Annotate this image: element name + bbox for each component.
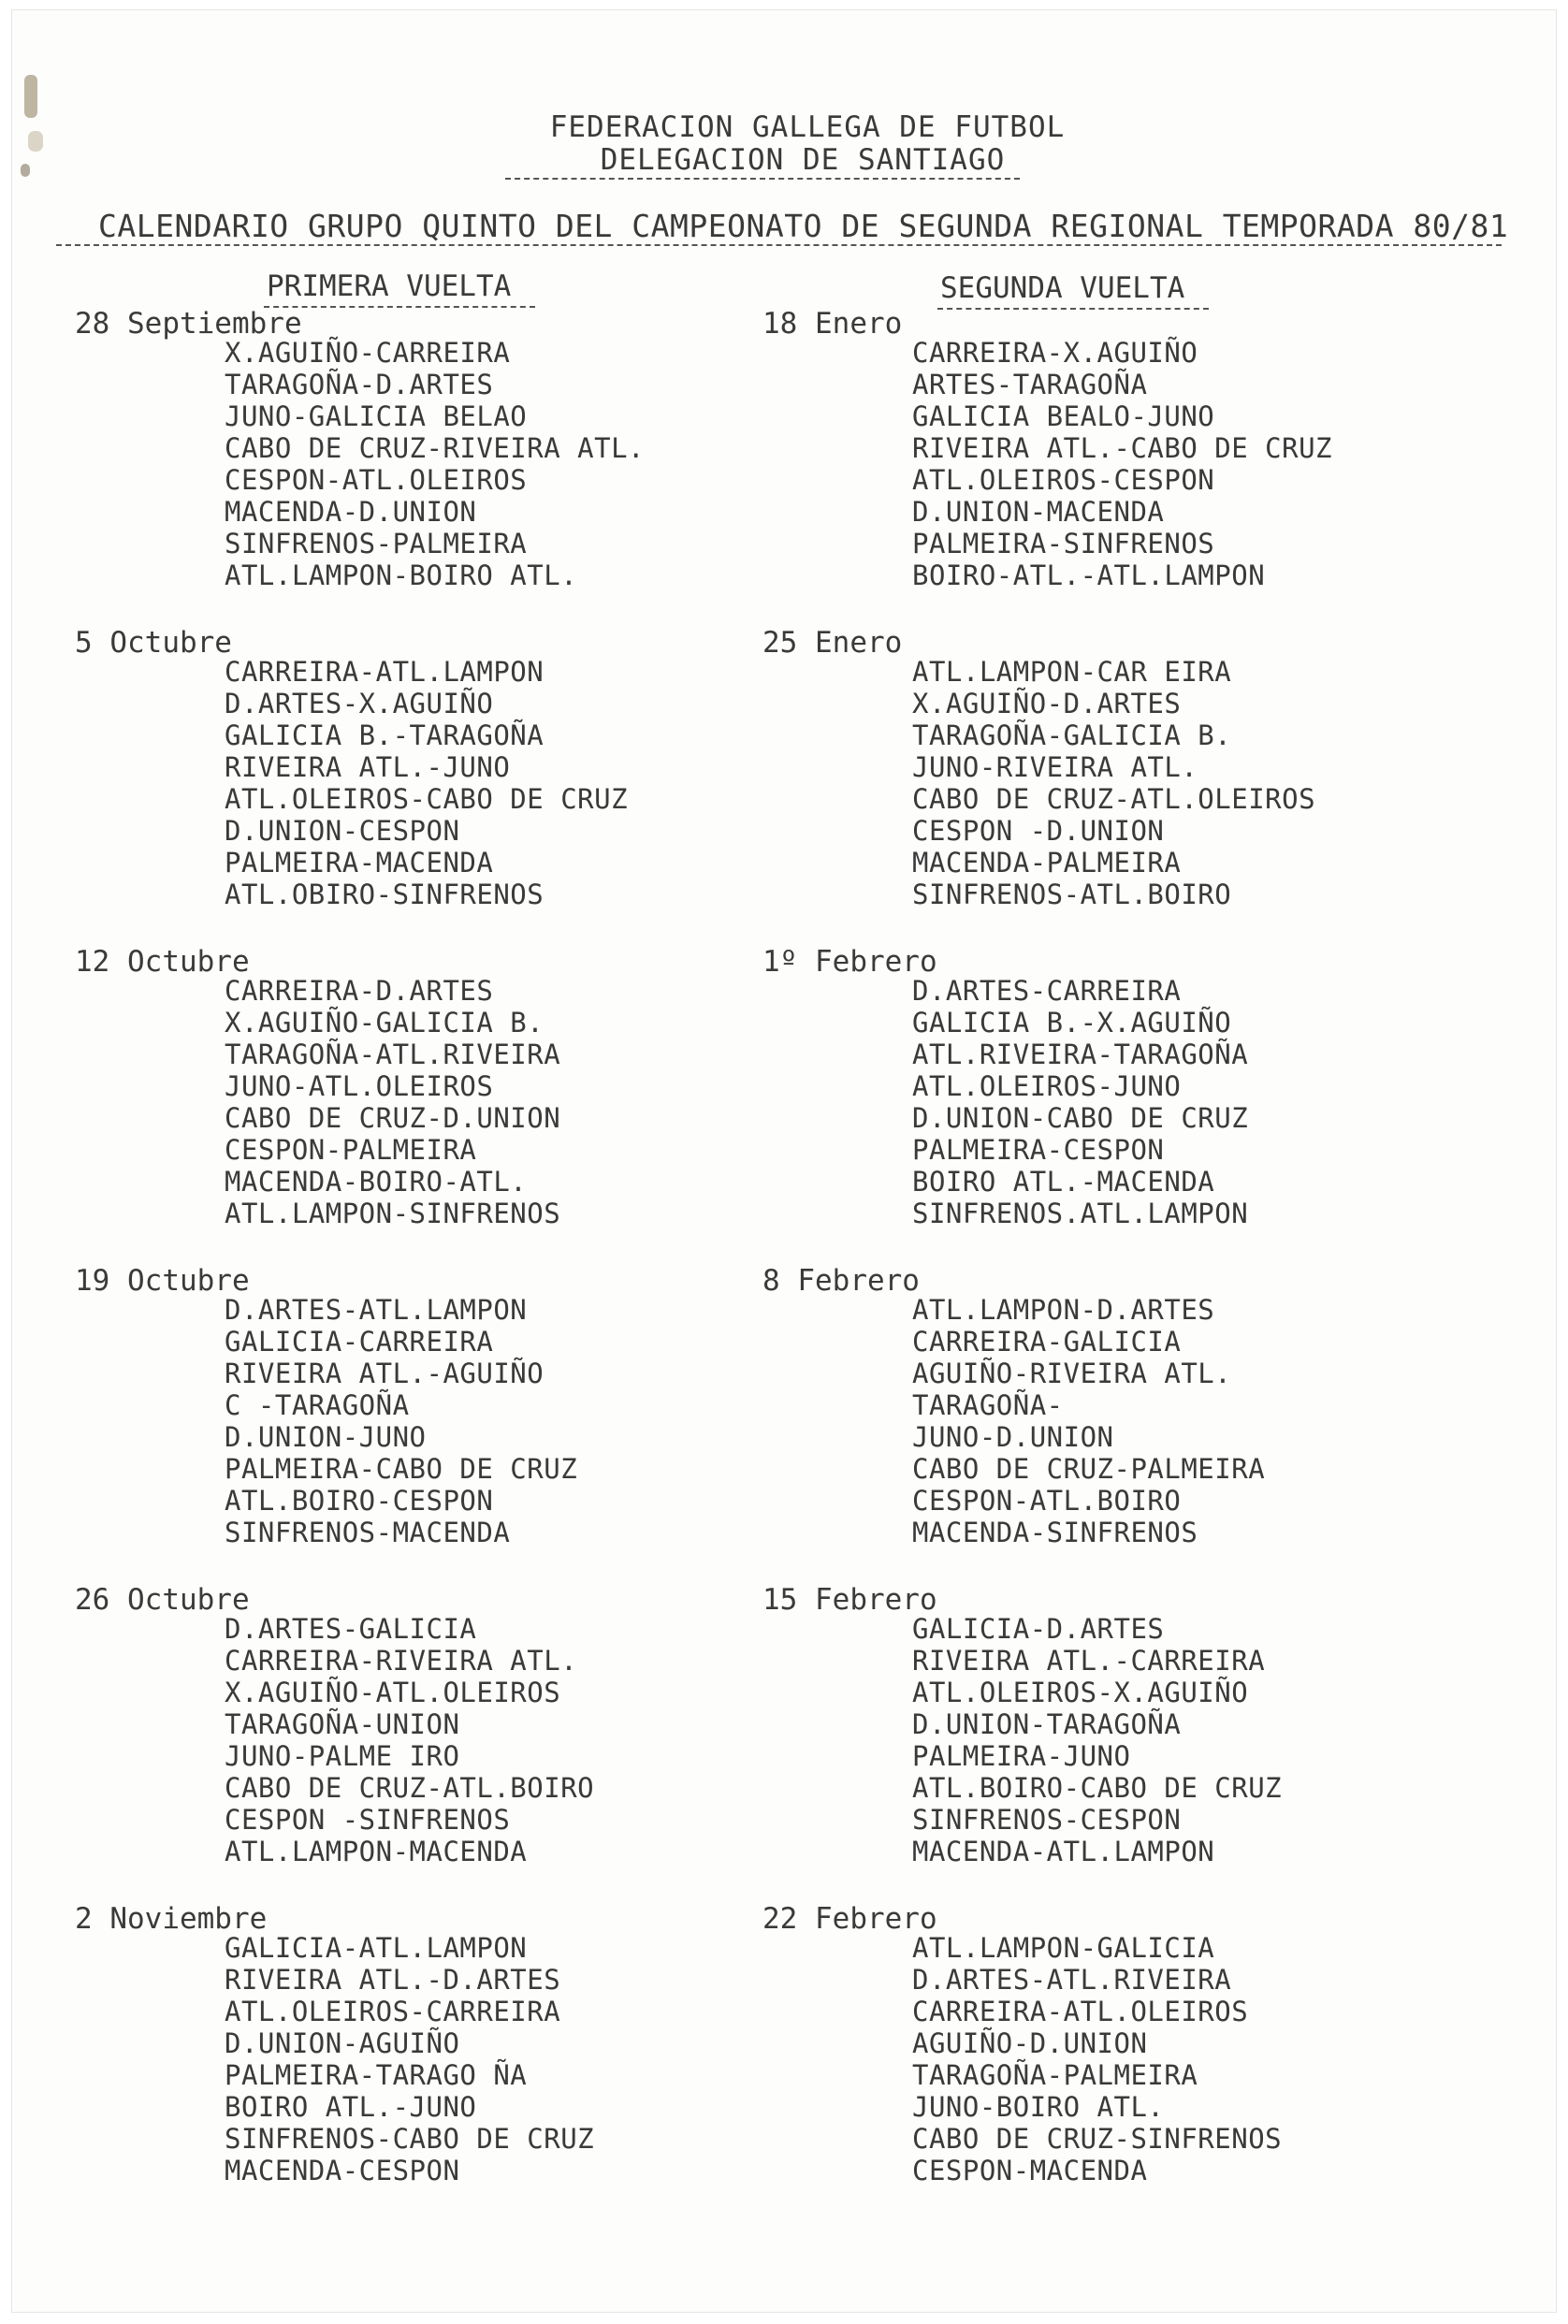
match-item: CABO DE CRUZ-SINFRENOS bbox=[912, 2123, 1283, 2155]
match-item: RIVEIRA ATL.-JUNO bbox=[225, 751, 511, 783]
match-item: AGUIÑO-D.UNION bbox=[912, 2027, 1148, 2059]
matchday-date: 22 Febrero bbox=[762, 1902, 937, 1936]
match-item: D.UNION-CESPON bbox=[225, 815, 460, 847]
match-item: X.AGUIÑO-GALICIA B. bbox=[225, 1007, 544, 1039]
match-list bbox=[225, 1932, 594, 2186]
match-item: CESPON -D.UNION bbox=[912, 815, 1165, 847]
match-list bbox=[912, 1613, 1282, 1867]
match-item: TARAGOÑA-D.ARTES bbox=[225, 369, 494, 400]
match-list bbox=[225, 1294, 577, 1548]
match-item: MACENDA-BOIRO-ATL. bbox=[225, 1166, 528, 1198]
matchday-block bbox=[75, 945, 823, 1264]
match-item: GALICIA B.-X.AGUIÑO bbox=[912, 1007, 1232, 1039]
match-item: JUNO-BOIRO ATL. bbox=[912, 2091, 1165, 2123]
match-item: D.ARTES-GALICIA bbox=[225, 1613, 477, 1645]
match-list bbox=[225, 656, 628, 910]
match-item: CABO DE CRUZ-ATL.BOIRO bbox=[225, 1772, 595, 1804]
match-item: X.AGUIÑO-CARREIRA bbox=[225, 337, 511, 369]
match-item: GALICIA-ATL.LAMPON bbox=[225, 1932, 528, 1964]
match-list bbox=[912, 1932, 1282, 2186]
match-item: D.UNION-TARAGOÑA bbox=[912, 1708, 1182, 1740]
match-item: D.ARTES-ATL.LAMPON bbox=[225, 1294, 528, 1326]
match-item: D.UNION-JUNO bbox=[225, 1421, 427, 1453]
match-list bbox=[912, 975, 1248, 1229]
match-item: CARREIRA-X.AGUIÑO bbox=[912, 337, 1198, 369]
match-item: GALICIA BEALO-JUNO bbox=[912, 400, 1215, 432]
match-item: MACENDA-PALMEIRA bbox=[912, 847, 1182, 879]
match-item: C -TARAGOÑA bbox=[225, 1389, 410, 1421]
calendar-title: CALENDARIO GRUPO QUINTO DEL CAMPEONATO DE SEGUNDA REGIONAL TEMPORADA 80/81 bbox=[98, 208, 1509, 244]
match-item: PALMEIRA-TARAGO ÑA bbox=[225, 2059, 528, 2091]
match-item: ATL.BOIRO-CESPON bbox=[225, 1485, 494, 1517]
match-item: CARREIRA-ATL.OLEIROS bbox=[912, 1996, 1249, 2027]
match-item: JUNO-D.UNION bbox=[912, 1421, 1114, 1453]
matchday-block bbox=[762, 626, 1511, 945]
match-item: TARAGOÑA-PALMEIRA bbox=[912, 2059, 1198, 2091]
matchday-block bbox=[762, 1264, 1511, 1583]
match-item: CESPON-MACENDA bbox=[912, 2155, 1148, 2186]
match-item: CARREIRA-GALICIA bbox=[912, 1326, 1182, 1358]
match-item: CARREIRA-RIVEIRA ATL. bbox=[225, 1645, 578, 1677]
matchday-date: 28 Septiembre bbox=[75, 307, 302, 341]
match-item: SINFRENOS-CESPON bbox=[912, 1804, 1182, 1836]
match-item: D.ARTES-X.AGUIÑO bbox=[225, 688, 494, 719]
match-item: BOIRO-ATL.-ATL.LAMPON bbox=[912, 559, 1266, 591]
match-item: TARAGOÑA- bbox=[912, 1389, 1064, 1421]
match-item: CESPON-PALMEIRA bbox=[225, 1134, 477, 1166]
match-item: PALMEIRA-CABO DE CRUZ bbox=[225, 1453, 578, 1485]
match-item: RIVEIRA ATL.-AGUIÑO bbox=[225, 1358, 544, 1389]
matchday-date: 2 Noviembre bbox=[75, 1902, 268, 1936]
match-item: SINFRENOS-PALMEIRA bbox=[225, 528, 528, 559]
match-item: BOIRO ATL.-MACENDA bbox=[912, 1166, 1215, 1198]
match-item: JUNO-RIVEIRA ATL. bbox=[912, 751, 1198, 783]
match-list bbox=[912, 337, 1332, 591]
matchday-date: 1º Febrero bbox=[762, 945, 937, 979]
match-item: D.ARTES-ATL.RIVEIRA bbox=[912, 1964, 1232, 1996]
match-item: X.AGUIÑO-D.ARTES bbox=[912, 688, 1182, 719]
delegation-heading: DELEGACION DE SANTIAGO bbox=[600, 143, 1006, 177]
matchday-block bbox=[762, 1583, 1511, 1902]
matchday-block bbox=[762, 945, 1511, 1264]
matchday-date: 8 Febrero bbox=[762, 1264, 920, 1298]
matchday-date: 12 Octubre bbox=[75, 945, 250, 979]
match-item: ATL.OLEIROS-JUNO bbox=[912, 1070, 1182, 1102]
first-round-column bbox=[75, 307, 823, 2221]
match-item: D.ARTES-CARREIRA bbox=[912, 975, 1182, 1007]
match-item: PALMEIRA-MACENDA bbox=[225, 847, 494, 879]
match-item: CESPON-ATL.OLEIROS bbox=[225, 464, 528, 496]
match-item: AGUIÑO-RIVEIRA ATL. bbox=[912, 1358, 1232, 1389]
match-item: CESPON-ATL.BOIRO bbox=[912, 1485, 1182, 1517]
match-item: ARTES-TARAGOÑA bbox=[912, 369, 1148, 400]
match-item: GALICIA B.-TARAGOÑA bbox=[225, 719, 544, 751]
match-item: D.UNION-CABO DE CRUZ bbox=[912, 1102, 1249, 1134]
match-item: MACENDA-ATL.LAMPON bbox=[912, 1836, 1215, 1867]
federation-heading: FEDERACION GALLEGA DE FUTBOL bbox=[549, 110, 1066, 144]
match-item: ATL.LAMPON-GALICIA bbox=[912, 1932, 1215, 1964]
match-item: GALICIA-D.ARTES bbox=[912, 1613, 1165, 1645]
match-item: RIVEIRA ATL.-CABO DE CRUZ bbox=[912, 432, 1332, 464]
matchday-block bbox=[75, 1264, 823, 1583]
match-item: CABO DE CRUZ-PALMEIRA bbox=[912, 1453, 1266, 1485]
matchday-block bbox=[75, 307, 823, 626]
matchday-block bbox=[75, 1902, 823, 2221]
match-list bbox=[225, 975, 560, 1229]
match-item: JUNO-ATL.OLEIROS bbox=[225, 1070, 494, 1102]
matchday-date: 26 Octubre bbox=[75, 1583, 250, 1617]
matchday-date: 19 Octubre bbox=[75, 1264, 250, 1298]
match-item: D.UNION-AGUIÑO bbox=[225, 2027, 460, 2059]
second-round-column bbox=[762, 307, 1511, 2221]
match-item: ATL.LAMPON-MACENDA bbox=[225, 1836, 528, 1867]
match-item: CABO DE CRUZ-D.UNION bbox=[225, 1102, 561, 1134]
match-item: MACENDA-D.UNION bbox=[225, 496, 477, 528]
underline bbox=[505, 178, 1020, 180]
match-item: BOIRO ATL.-JUNO bbox=[225, 2091, 477, 2123]
match-item: ATL.LAMPON-CAR EIRA bbox=[912, 656, 1232, 688]
first-round-heading: PRIMERA VUELTA bbox=[267, 269, 512, 303]
match-item: ATL.RIVEIRA-TARAGOÑA bbox=[912, 1039, 1249, 1070]
match-item: TARAGOÑA-ATL.RIVEIRA bbox=[225, 1039, 561, 1070]
match-item: ATL.OLEIROS-CARREIRA bbox=[225, 1996, 561, 2027]
match-item: ATL.LAMPON-SINFRENOS bbox=[225, 1198, 561, 1229]
match-item: PALMEIRA-SINFRENOS bbox=[912, 528, 1215, 559]
match-item: SINFRENOS-CABO DE CRUZ bbox=[225, 2123, 595, 2155]
match-item: ATL.LAMPON-BOIRO ATL. bbox=[225, 559, 578, 591]
match-item: GALICIA-CARREIRA bbox=[225, 1326, 494, 1358]
matchday-block bbox=[762, 307, 1511, 626]
match-item: CABO DE CRUZ-ATL.OLEIROS bbox=[912, 783, 1316, 815]
match-item: CARREIRA-D.ARTES bbox=[225, 975, 494, 1007]
match-item: CABO DE CRUZ-RIVEIRA ATL. bbox=[225, 432, 645, 464]
second-round-heading: SEGUNDA VUELTA bbox=[940, 271, 1185, 305]
match-item: X.AGUIÑO-ATL.OLEIROS bbox=[225, 1677, 561, 1708]
match-item: SINFRENOS.ATL.LAMPON bbox=[912, 1198, 1249, 1229]
match-list bbox=[225, 337, 645, 591]
match-item: PALMEIRA-CESPON bbox=[912, 1134, 1165, 1166]
match-item: PALMEIRA-JUNO bbox=[912, 1740, 1131, 1772]
matchday-date: 25 Enero bbox=[762, 626, 903, 660]
matchday-date: 5 Octubre bbox=[75, 626, 232, 660]
match-list bbox=[912, 656, 1315, 910]
match-item: JUNO-GALICIA BELAO bbox=[225, 400, 528, 432]
match-list bbox=[225, 1613, 594, 1867]
matchday-block bbox=[762, 1902, 1511, 2221]
match-item: ATL.OBIRO-SINFRENOS bbox=[225, 879, 544, 910]
match-item: ATL.OLEIROS-CESPON bbox=[912, 464, 1215, 496]
match-item: SINFRENOS-ATL.BOIRO bbox=[912, 879, 1232, 910]
match-list bbox=[912, 1294, 1265, 1548]
match-item: SINFRENOS-MACENDA bbox=[225, 1517, 511, 1548]
match-item: CESPON -SINFRENOS bbox=[225, 1804, 511, 1836]
matchday-date: 18 Enero bbox=[762, 307, 903, 341]
title-underline bbox=[56, 244, 1502, 246]
match-item: JUNO-PALME IRO bbox=[225, 1740, 460, 1772]
match-item: TARAGOÑA-GALICIA B. bbox=[912, 719, 1232, 751]
match-item: RIVEIRA ATL.-D.ARTES bbox=[225, 1964, 561, 1996]
matchday-block bbox=[75, 626, 823, 945]
matchday-block bbox=[75, 1583, 823, 1902]
match-item: ATL.OLEIROS-CABO DE CRUZ bbox=[225, 783, 629, 815]
match-item: ATL.OLEIROS-X.AGUIÑO bbox=[912, 1677, 1249, 1708]
match-item: MACENDA-CESPON bbox=[225, 2155, 460, 2186]
match-item: ATL.BOIRO-CABO DE CRUZ bbox=[912, 1772, 1283, 1804]
matchday-date: 15 Febrero bbox=[762, 1583, 937, 1617]
match-item: MACENDA-SINFRENOS bbox=[912, 1517, 1198, 1548]
match-item: D.UNION-MACENDA bbox=[912, 496, 1165, 528]
match-item: RIVEIRA ATL.-CARREIRA bbox=[912, 1645, 1266, 1677]
match-item: ATL.LAMPON-D.ARTES bbox=[912, 1294, 1215, 1326]
match-item: TARAGOÑA-UNION bbox=[225, 1708, 460, 1740]
match-item: CARREIRA-ATL.LAMPON bbox=[225, 656, 544, 688]
